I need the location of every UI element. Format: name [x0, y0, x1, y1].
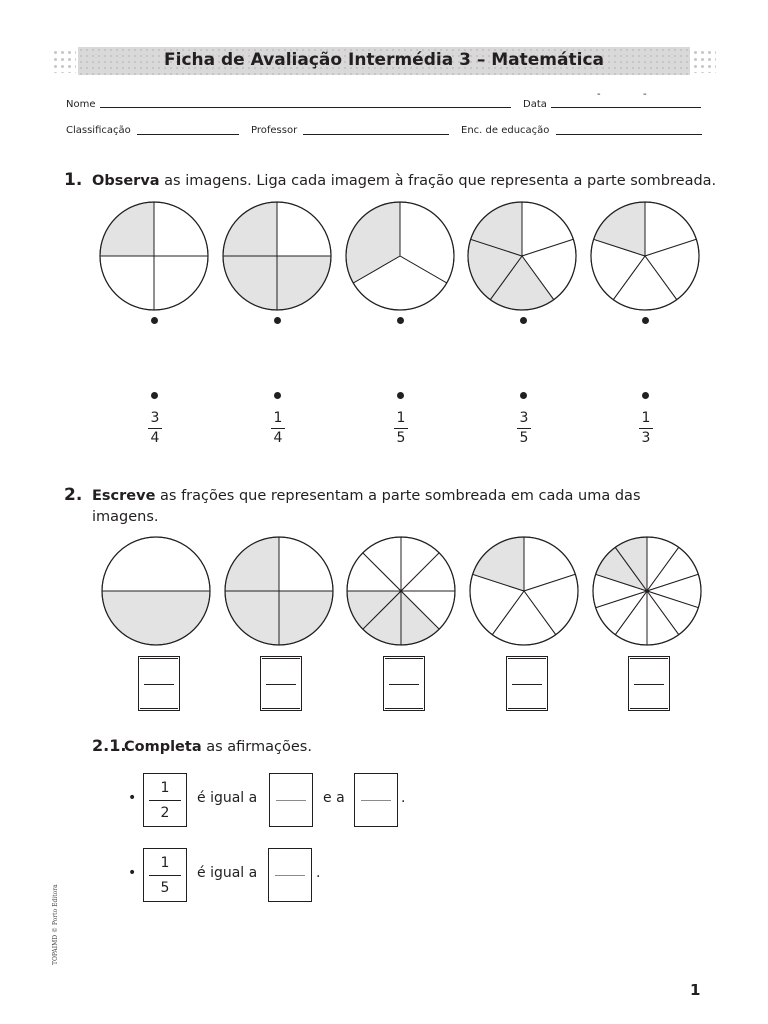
q2-verb: Escreve — [92, 488, 156, 504]
fraction-circle — [468, 202, 576, 310]
sector — [277, 202, 331, 256]
worksheet-title: Ficha de Avaliação Intermédia 3 – Matemática — [164, 50, 604, 70]
and-text: e a — [323, 790, 345, 806]
sector — [154, 256, 208, 310]
equal-text: é igual a — [197, 790, 258, 806]
fraction-circle — [225, 537, 333, 645]
fraction-denominator: 3 — [641, 430, 651, 446]
q1-number: 1. — [64, 170, 83, 190]
q2-answer-box[interactable] — [138, 656, 180, 711]
q2-text-line2: imagens. — [92, 509, 159, 525]
fraction-denominator: 4 — [273, 430, 283, 446]
q2-answer-box[interactable] — [383, 656, 425, 711]
fraction-denominator: 5 — [160, 880, 170, 896]
shaded-sector — [279, 591, 333, 645]
q2-answer-box[interactable] — [628, 656, 670, 711]
bullet: • — [128, 865, 137, 881]
guardian-label: Enc. de educação — [461, 125, 550, 136]
q1-fraction — [631, 410, 661, 447]
fraction-numerator: 1 — [396, 410, 406, 426]
teacher-label: Professor — [251, 125, 298, 136]
fraction-circle — [223, 202, 331, 310]
classification-label: Classificação — [66, 125, 131, 136]
q1-circle-row — [0, 0, 768, 320]
q21-verb: Completa — [124, 739, 202, 755]
q1-fraction-dot[interactable] — [642, 392, 649, 399]
fraction-box — [143, 773, 187, 827]
fraction-numerator: 1 — [273, 410, 283, 426]
date-dash-1: - — [597, 89, 601, 100]
fraction-denominator: 5 — [396, 430, 406, 446]
fraction-box — [143, 848, 187, 902]
q1-fraction — [386, 410, 416, 447]
bullet: • — [128, 790, 137, 806]
fraction-numerator: 3 — [519, 410, 529, 426]
fraction-numerator: 3 — [150, 410, 160, 426]
q1-fraction-dot[interactable] — [397, 392, 404, 399]
q1-verb: Observa — [92, 173, 160, 189]
q1-circle-dot[interactable] — [397, 317, 404, 324]
fraction-circle — [591, 202, 699, 310]
blank-fraction-box[interactable] — [269, 773, 313, 827]
q1-circle-dot[interactable] — [274, 317, 281, 324]
q1-circle-dot[interactable] — [151, 317, 158, 324]
shaded-sector — [225, 537, 279, 591]
q1-text: as imagens. Liga cada imagem à fração que representa a parte sombreada. — [159, 173, 717, 189]
sector — [100, 256, 154, 310]
shaded-sector — [225, 591, 279, 645]
blank-fraction-box[interactable] — [354, 773, 398, 827]
date-label: Data — [523, 99, 547, 110]
q21-instruction — [124, 737, 312, 758]
fraction-numerator: 1 — [641, 410, 651, 426]
q2-number: 2. — [64, 485, 83, 505]
period: . — [316, 865, 321, 881]
fraction-circle — [470, 537, 578, 645]
fraction-numerator: 1 — [160, 855, 170, 871]
q1-fraction — [509, 410, 539, 447]
name-label: Nome — [66, 99, 96, 110]
fraction-denominator: 2 — [160, 805, 170, 821]
side-credit: TOPAIMD © Porto Editora — [52, 884, 59, 965]
q1-circle-dot[interactable] — [642, 317, 649, 324]
sector — [279, 537, 333, 591]
fraction-denominator: 4 — [150, 430, 160, 446]
shaded-sector — [223, 202, 277, 256]
fraction-circle — [346, 202, 454, 310]
q2-text-line1: as frações que representam a parte sombreada em cada uma das — [155, 488, 641, 504]
q1-fraction-dot[interactable] — [520, 392, 527, 399]
fraction-numerator: 1 — [160, 780, 170, 796]
fraction-circle — [593, 537, 701, 645]
shaded-sector — [102, 591, 210, 645]
sector — [154, 202, 208, 256]
shaded-sector — [277, 256, 331, 310]
q2-circle-row — [0, 520, 768, 650]
page-number: 1 — [690, 981, 701, 999]
date-dash-2: - — [643, 89, 647, 100]
q21-number: 2.1. — [92, 736, 127, 755]
q1-fraction-dot[interactable] — [274, 392, 281, 399]
fraction-circle — [100, 202, 208, 310]
q21-text: as afirmações. — [201, 739, 312, 755]
equal-text: é igual a — [197, 865, 258, 881]
q1-fraction-dot[interactable] — [151, 392, 158, 399]
period: . — [401, 790, 406, 806]
blank-fraction-box[interactable] — [268, 848, 312, 902]
shaded-sector — [223, 256, 277, 310]
fraction-circle — [347, 537, 455, 645]
q1-fraction — [140, 410, 170, 447]
fraction-circle — [102, 537, 210, 645]
q2-answer-box[interactable] — [260, 656, 302, 711]
fraction-denominator: 5 — [519, 430, 529, 446]
sector — [102, 537, 210, 591]
shaded-sector — [100, 202, 154, 256]
q1-circle-dot[interactable] — [520, 317, 527, 324]
q1-fraction — [263, 410, 293, 447]
q2-answer-box[interactable] — [506, 656, 548, 711]
